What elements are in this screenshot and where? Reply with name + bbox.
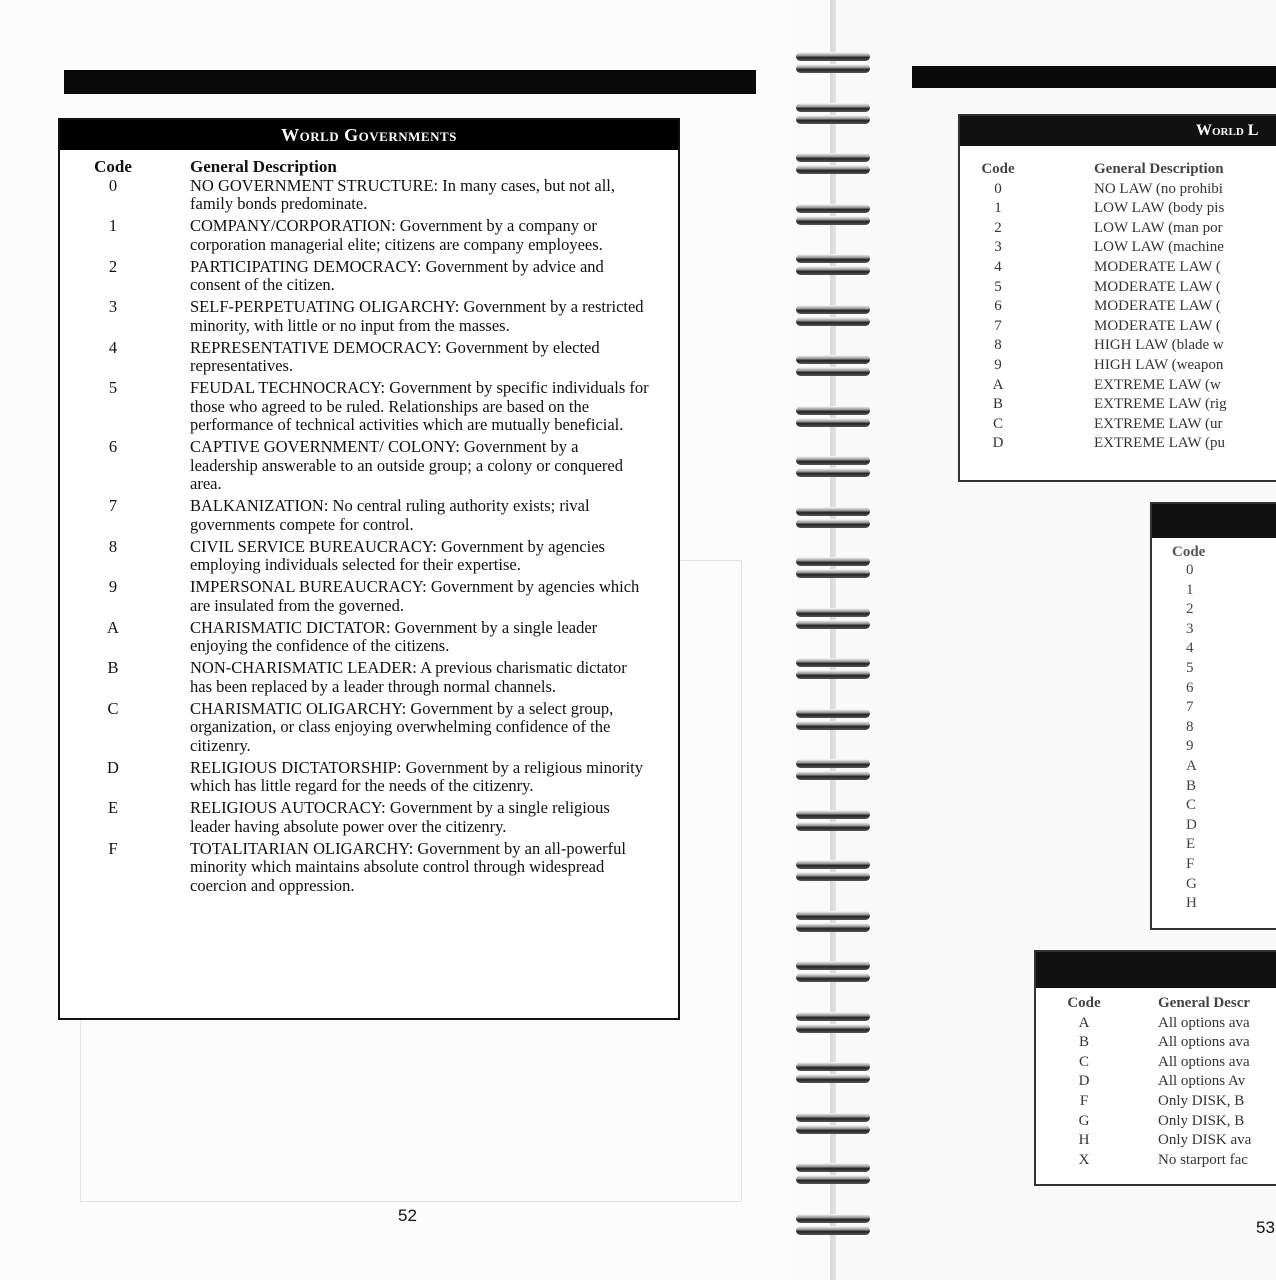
starport-body [1036, 1014, 1276, 1171]
row-code: D [1078, 1073, 1090, 1090]
row-description: PARTICIPATING DEMOCRACY: Government by advice and consent of the citizen. [190, 256, 604, 294]
row-code: C [992, 415, 1003, 432]
right-header-bar [912, 66, 1276, 88]
row-description: HIGH LAW (weapon [1094, 356, 1224, 373]
row-description: EXTREME LAW (w [1094, 376, 1221, 393]
page-number-right: 53 [1256, 1218, 1275, 1237]
table-row [960, 434, 1276, 454]
table-row [60, 700, 678, 756]
table-row [1036, 1014, 1276, 1034]
row-code: 6 [994, 298, 1002, 315]
row-code: A [107, 617, 119, 637]
row-description: FEUDAL TECHNOCRACY: Government by specific individuals for those who agreed to be ruled. Relationships are based on the performance of technical activities which are mutually beneficial. [190, 378, 649, 434]
spiral-ring [796, 454, 870, 480]
row-description: Only DISK ava [1158, 1132, 1252, 1149]
row-code: 5 [994, 278, 1002, 295]
spiral-ring [796, 1111, 870, 1137]
row-description: LOW LAW (machine [1094, 239, 1224, 256]
code-list-item: D [1186, 816, 1197, 833]
spiral-ring [796, 808, 870, 834]
table-row [60, 659, 678, 696]
spiral-ring [796, 303, 870, 329]
code-column-header: Code [1172, 544, 1206, 560]
spiral-ring [796, 959, 870, 985]
table-body [60, 177, 678, 896]
table-row [960, 317, 1276, 337]
row-code: F [1079, 1092, 1089, 1109]
table-row [1036, 1092, 1276, 1112]
row-description: HIGH LAW (blade w [1094, 337, 1224, 354]
spiral-ring [796, 1010, 870, 1036]
row-code: 5 [108, 378, 118, 397]
row-description: NON-CHARISMATIC LEADER: A previous charismatic dictator has been replaced by a leader through normal channels. [190, 658, 627, 696]
code-column-header: Code [1067, 995, 1101, 1011]
row-description: All options ava [1158, 1053, 1250, 1070]
row-description: EXTREME LAW (rig [1094, 396, 1227, 413]
code-list-item: H [1186, 895, 1197, 912]
row-code: D [992, 435, 1004, 452]
table-row [1036, 1072, 1276, 1092]
row-code: 4 [994, 258, 1002, 275]
code-list-item: 8 [1186, 718, 1194, 735]
table-row [960, 258, 1276, 278]
row-code: 2 [994, 219, 1002, 236]
code-list-item: 6 [1186, 679, 1194, 696]
world-law-body [960, 180, 1276, 454]
row-code: 7 [108, 496, 118, 515]
code-list-item: 1 [1186, 581, 1194, 598]
table-row [960, 376, 1276, 396]
code-column-header: Code [94, 157, 132, 176]
table-row [60, 538, 678, 575]
spiral-ring [796, 353, 870, 379]
spiral-ring [796, 606, 870, 632]
table-row [960, 238, 1276, 258]
code-list-item: A [1186, 757, 1197, 774]
row-description: TOTALITARIAN OLIGARCHY: Government by an all-powerful minority which maintains absolute control through widespread coercion and oppression. [190, 838, 626, 895]
spiral-ring [796, 757, 870, 783]
row-description: All options ava [1158, 1034, 1250, 1051]
description-column-header: General Description [1094, 161, 1224, 177]
spiral-ring [796, 1161, 870, 1187]
table-title: World Governments [60, 120, 678, 150]
spiral-ring [796, 252, 870, 278]
row-description: CAPTIVE GOVERNMENT/ COLONY: Government by a leadership answerable to an outside group; a colony or conquered area. [190, 437, 623, 493]
row-code: B [107, 658, 119, 677]
row-description: RELIGIOUS AUTOCRACY: Government by a single religious leader having absolute power over the citizenry. [190, 798, 610, 836]
starport-title-bar [1036, 952, 1276, 988]
world-law-title: World L [1196, 122, 1259, 139]
row-description: MODERATE LAW ( [1094, 298, 1221, 315]
row-code: 3 [994, 239, 1002, 256]
starport-table [1034, 950, 1276, 1186]
row-code: 8 [108, 536, 118, 556]
row-code: A [992, 376, 1004, 393]
spiral-ring [796, 858, 870, 884]
world-governments-table [58, 118, 680, 1020]
spiral-ring [796, 555, 870, 581]
code-list-title-bar [1152, 504, 1276, 538]
row-description: LOW LAW (body pis [1094, 200, 1225, 217]
row-description: MODERATE LAW ( [1094, 317, 1221, 334]
row-description: No starport fac [1158, 1151, 1248, 1168]
row-description: All options ava [1158, 1014, 1250, 1031]
table-row [960, 219, 1276, 239]
row-code: F [108, 838, 118, 858]
page-number-left: 52 [398, 1206, 417, 1225]
table-row [60, 497, 678, 534]
code-list-item: 2 [1186, 601, 1194, 618]
row-description: All options Av [1158, 1073, 1246, 1090]
row-code: 1 [994, 200, 1002, 217]
table-row [60, 619, 678, 656]
row-description: COMPANY/CORPORATION: Government by a company or corporation managerial elite; citizens are company employees. [190, 216, 603, 254]
row-code: 2 [108, 256, 118, 276]
row-description: MODERATE LAW ( [1094, 278, 1221, 295]
row-description: RELIGIOUS DICTATORSHIP: Government by a religious minority which has little regard for the needs of the citizenry. [190, 757, 644, 795]
row-code: 7 [994, 317, 1002, 334]
row-code: D [107, 757, 119, 777]
spiral-ring [796, 656, 870, 682]
row-description: SELF-PERPETUATING OLIGARCHY: Government by a restricted minority, with little or no input from the masses. [190, 297, 644, 335]
row-code: X [1078, 1151, 1090, 1168]
table-row [960, 278, 1276, 298]
table-row [60, 177, 678, 214]
table-row [60, 438, 678, 494]
left-header-bar [64, 70, 756, 94]
row-description: MODERATE LAW ( [1094, 258, 1221, 275]
row-code: C [107, 698, 119, 718]
code-list-item: 3 [1186, 620, 1194, 637]
table-row [1036, 1151, 1276, 1171]
spiral-ring [796, 1060, 870, 1086]
code-list-item: 7 [1186, 699, 1194, 716]
table-header-row [60, 158, 678, 177]
row-code: 1 [108, 216, 118, 235]
code-list-item: 9 [1186, 738, 1194, 755]
row-description: CIVIL SERVICE BUREAUCRACY: Government by agencies employing individuals selected for their expertise. [190, 536, 605, 574]
row-code: G [1078, 1112, 1090, 1129]
description-column-header: General Description [190, 157, 337, 176]
table-row [60, 379, 678, 435]
code-list-table [1150, 502, 1276, 930]
code-list-item: E [1186, 836, 1196, 853]
table-row [60, 759, 678, 796]
table-row [60, 840, 678, 896]
spiral-ring [796, 101, 870, 127]
row-description: LOW LAW (man por [1094, 219, 1223, 236]
spiral-ring [796, 404, 870, 430]
row-description: EXTREME LAW (ur [1094, 415, 1223, 432]
code-list-body [1152, 561, 1276, 914]
code-column-header: Code [981, 161, 1015, 177]
table-row [60, 799, 678, 836]
table-row [60, 298, 678, 335]
row-description: Only DISK, B [1158, 1092, 1245, 1109]
row-description: NO GOVERNMENT STRUCTURE: In many cases, but not all, family bonds predominate. [190, 175, 615, 213]
code-list-item: 4 [1186, 640, 1194, 657]
spiral-ring [796, 505, 870, 531]
table-row [1036, 1033, 1276, 1053]
table-row [960, 356, 1276, 376]
row-code: 9 [994, 356, 1002, 373]
world-law-title-bar [960, 116, 1276, 146]
world-law-table [958, 114, 1276, 482]
table-row [960, 336, 1276, 356]
row-code: E [107, 798, 119, 817]
spiral-ring [796, 151, 870, 177]
row-description: REPRESENTATIVE DEMOCRACY: Government by elected representatives. [190, 337, 600, 375]
starport-header-row [1036, 994, 1276, 1014]
spiral-ring [796, 1212, 870, 1238]
table-row [60, 339, 678, 376]
row-code: 8 [994, 337, 1002, 354]
row-code: C [1078, 1053, 1089, 1070]
world-law-header-row [960, 160, 1276, 180]
row-code: 3 [108, 297, 118, 316]
code-list-item: 0 [1186, 562, 1194, 578]
row-code: 6 [108, 437, 118, 456]
table-row [960, 180, 1276, 200]
row-description: IMPERSONAL BUREAUCRACY: Government by agencies which are insulated from the governed. [190, 577, 640, 615]
row-description: EXTREME LAW (pu [1094, 435, 1226, 452]
row-description: CHARISMATIC OLIGARCHY: Government by a select group, organization, or class enjoying overwhelming confidence of the citizenry. [190, 698, 614, 755]
table-row [1036, 1131, 1276, 1151]
row-description: NO LAW (no prohibi [1094, 180, 1223, 197]
row-code: A [1078, 1014, 1090, 1031]
spiral-ring [796, 50, 870, 76]
row-description: Only DISK, B [1158, 1112, 1245, 1129]
row-code: B [1078, 1034, 1089, 1051]
code-list-item: F [1186, 855, 1195, 872]
spiral-ring [796, 202, 870, 228]
table-row [60, 578, 678, 615]
table-row [1036, 1053, 1276, 1073]
code-list-item: B [1186, 777, 1197, 794]
table-row [960, 297, 1276, 317]
table-row [960, 415, 1276, 435]
code-list-item: C [1186, 797, 1197, 814]
row-description: BALKANIZATION: No central ruling authority exists; rival governments compete for control. [190, 496, 590, 534]
row-code: H [1078, 1132, 1090, 1149]
table-row [960, 199, 1276, 219]
row-description: CHARISMATIC DICTATOR: Government by a single leader enjoying the confidence of the citizens. [190, 617, 598, 655]
spiral-ring [796, 707, 870, 733]
description-column-header: General Descr [1158, 995, 1251, 1011]
table-row [1036, 1112, 1276, 1132]
table-row [60, 258, 678, 295]
code-list-item: 5 [1186, 659, 1194, 676]
table-row [960, 395, 1276, 415]
code-list-item: G [1186, 875, 1197, 892]
row-code: 0 [108, 175, 118, 195]
row-code: 4 [108, 337, 118, 357]
row-code: 0 [994, 180, 1002, 197]
spiral-ring [796, 909, 870, 935]
row-code: 9 [108, 577, 118, 596]
row-code: B [992, 396, 1003, 413]
table-row [60, 217, 678, 254]
